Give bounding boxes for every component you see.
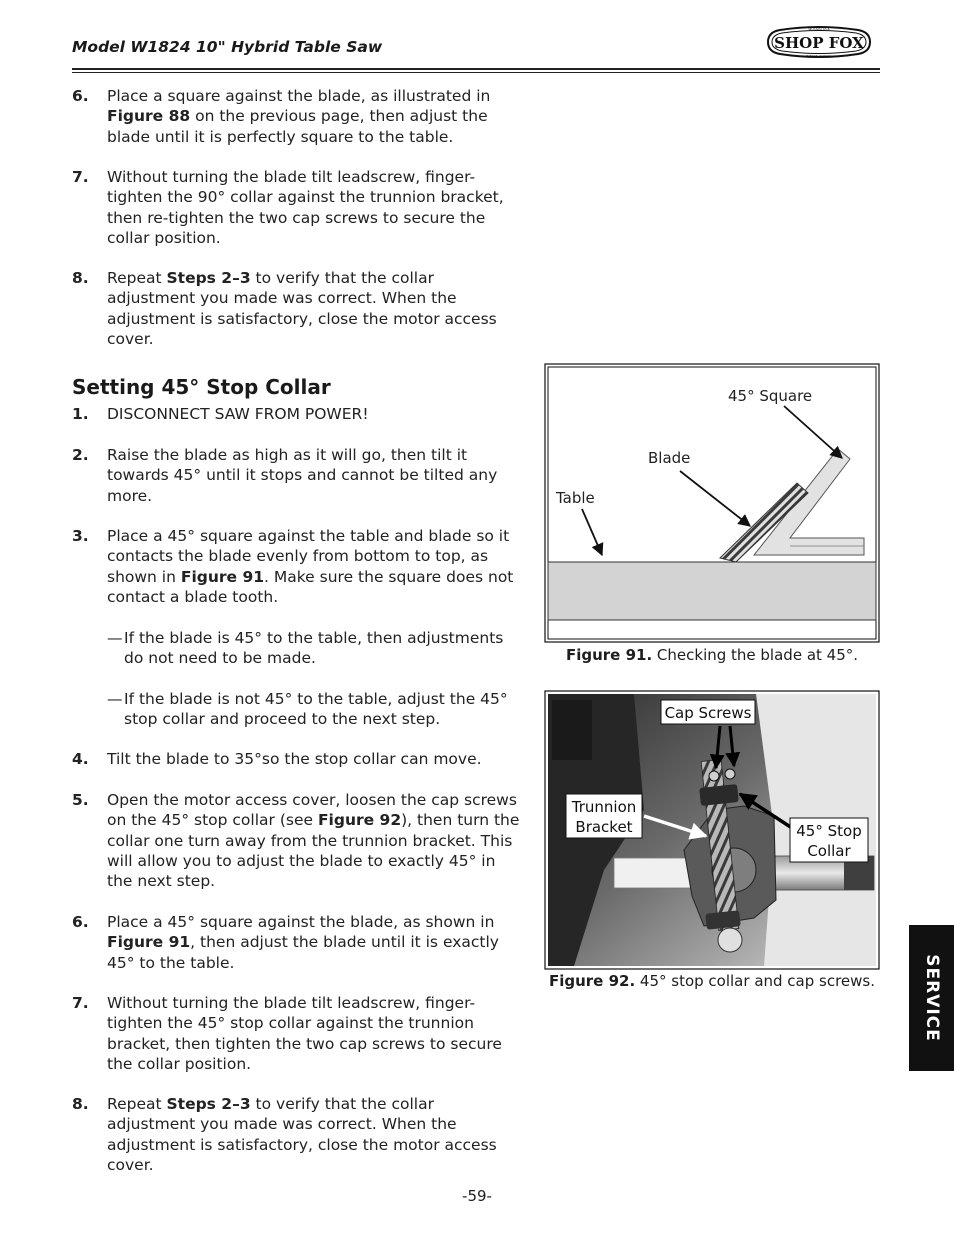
step-top-8: 8. Repeat Steps 2–3 to verify that the collar adjustment you made was correct. When the adjustment is satisfactory, close the motor access cover. — [72, 269, 497, 348]
label-trunnion-line2: Bracket — [575, 818, 633, 836]
step-5: 5. Open the motor access cover, loosen the cap screws on the 45° stop collar (see Figure 92), then turn the collar one turn away from the trunnion bracket. This will allow you to adjust the blade to exactly 45° in the next step. — [72, 791, 520, 891]
label-table: Table — [556, 489, 595, 507]
label-blade: Blade — [648, 449, 691, 467]
label-trunnion-line1: Trunnion — [571, 798, 637, 816]
step-1: 1. DISCONNECT SAW FROM POWER! — [72, 405, 369, 423]
step-6: 6. Place a 45° square against the blade, as shown in Figure 91, then adjust the blade until it is exactly 45° to the table. — [72, 913, 499, 972]
logo-small-top: WOODSTOCK — [808, 27, 830, 31]
sub-item-2: — If the blade is not 45° to the table, adjust the 45° stop collar and proceed to the next step. — [107, 690, 508, 729]
label-cap-screws: Cap Screws — [664, 704, 752, 722]
step-top-7: 7. Without turning the blade tilt leadscrew, finger-tighten the 90° collar against the trunnion bracket, then re-tighten the two cap screws to secure the collar position. — [72, 168, 504, 247]
step-3: 3. Place a 45° square against the table and blade so it contacts the blade evenly from bottom to top, as shown in Figure 91. Make sure the square does not contact a blade tooth. — [72, 527, 514, 606]
figure-91-caption: Figure 91. Checking the blade at 45°. — [565, 646, 859, 664]
step-top-6: 6. Place a square against the blade, as illustrated in Figure 88 on the previous page, then adjust the blade until it is perfectly square to the table. — [72, 87, 491, 146]
model-title: Model W1824 10" Hybrid Table Saw — [72, 38, 383, 56]
step-7: 7. Without turning the blade tilt leadscrew, finger-tighten the 45° stop collar against the trunnion bracket, then tighten the two cap screws to secure the collar position. — [72, 994, 502, 1073]
shop-fox-logo — [764, 22, 874, 62]
logo-small-bottom: INTERNATIONAL — [806, 54, 832, 59]
figure-91-illustration — [544, 363, 880, 643]
section-tab-label: SERVICE — [921, 954, 942, 1042]
label-45-square: 45° Square — [728, 387, 813, 405]
step-2: 2. Raise the blade as high as it will go, then tilt it towards 45° until it stops and cannot be tilted any more. — [72, 446, 498, 505]
section-tab — [909, 925, 954, 1071]
figure-92-photo — [544, 690, 880, 970]
figure-92-caption: Figure 92. 45° stop collar and cap screws. — [548, 972, 876, 990]
sub-item-1: — If the blade is 45° to the table, then adjustments do not need to be made. — [107, 629, 504, 668]
label-collar-line2: Collar — [807, 842, 851, 860]
step-4: 4. Tilt the blade to 35°so the stop collar can move. — [72, 750, 482, 768]
step-8: 8. Repeat Steps 2–3 to verify that the collar adjustment you made was correct. When the adjustment is satisfactory, close the motor access cover. — [72, 1095, 497, 1174]
section-title: Setting 45° Stop Collar — [72, 375, 331, 399]
page-number: -59- — [462, 1187, 492, 1205]
logo-text: SHOP FOX — [774, 34, 864, 52]
left-column — [72, 0, 524, 1235]
label-collar-line1: 45° Stop — [796, 822, 862, 840]
